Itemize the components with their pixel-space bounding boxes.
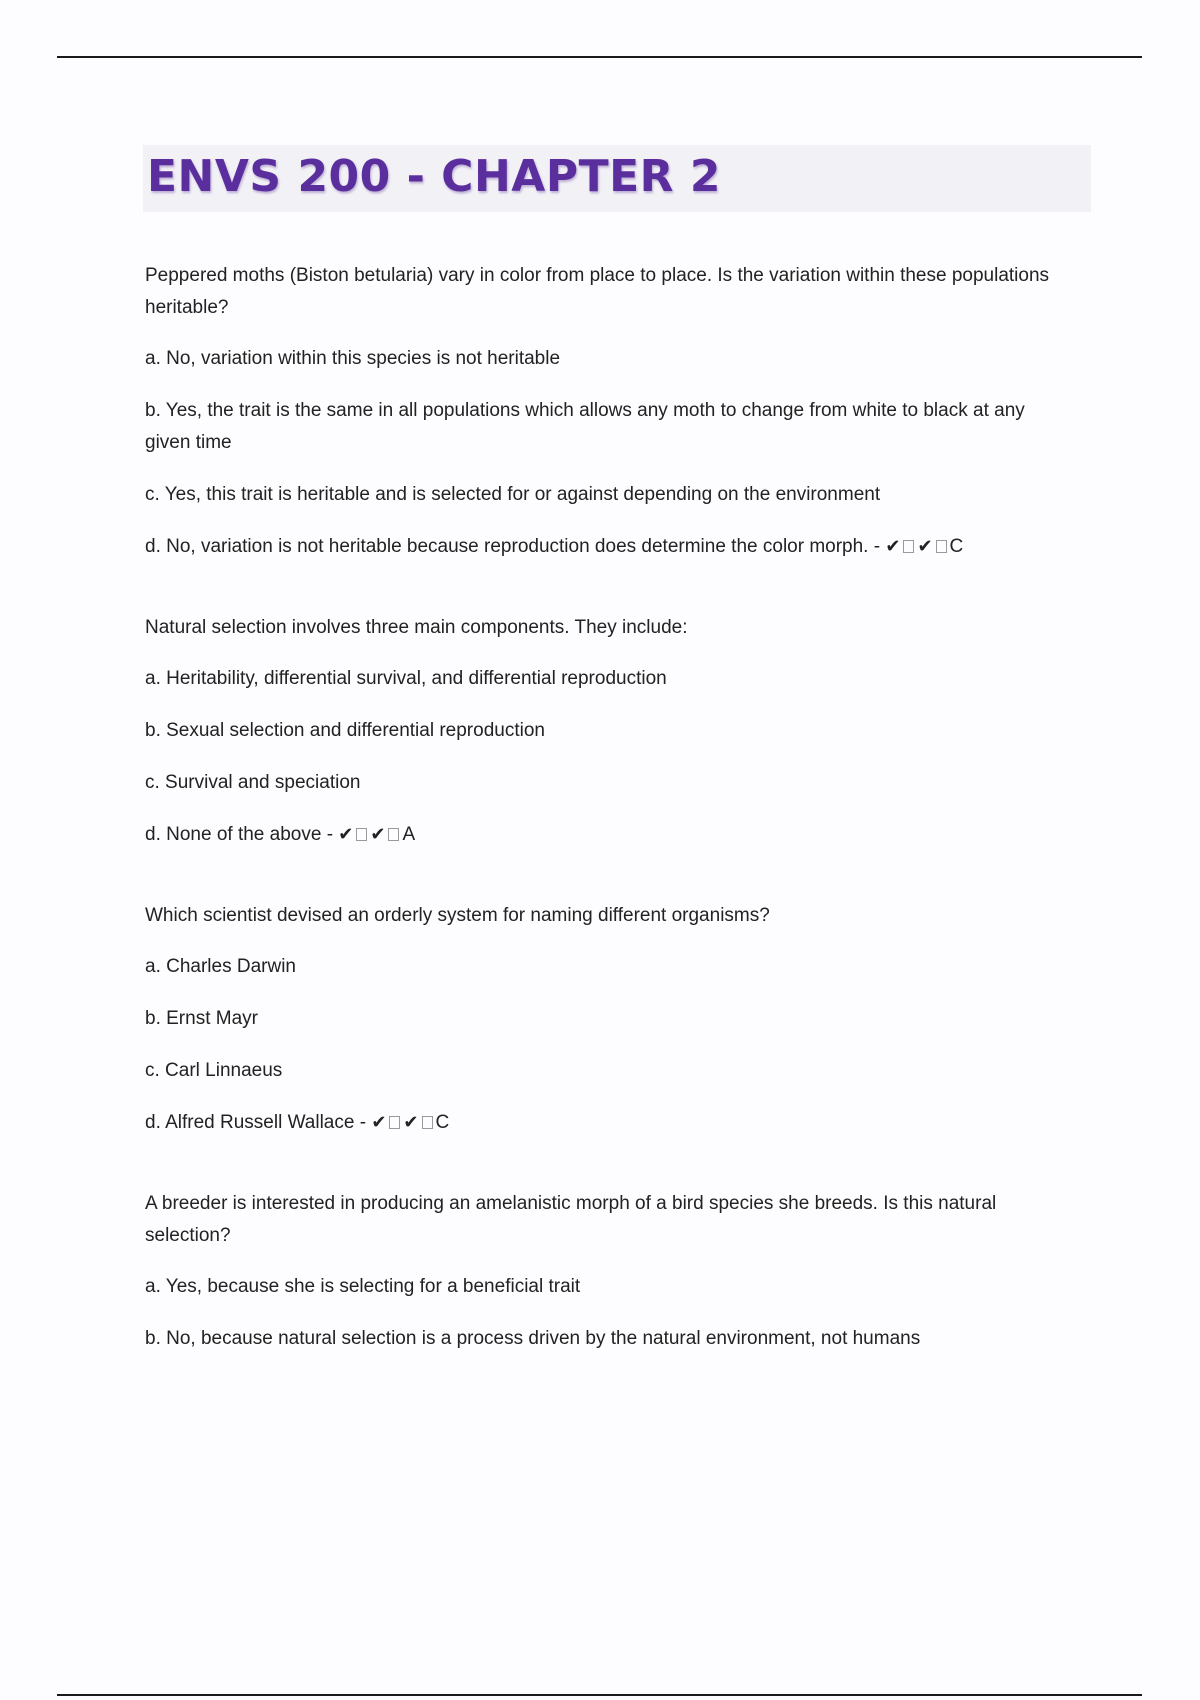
answer-option	[145, 951, 1075, 983]
option-text: a. Charles Darwin	[145, 956, 296, 977]
check-icon: ✔	[403, 1112, 419, 1133]
answer-letter: A	[402, 824, 416, 845]
question-block	[145, 900, 1075, 1139]
question-block	[145, 1188, 1075, 1355]
question-list	[145, 260, 1075, 1404]
option-text: d. None of the above -	[145, 824, 334, 845]
option-text: c. Carl Linnaeus	[145, 1060, 283, 1081]
title-banner	[143, 145, 1091, 212]
question-text: A breeder is interested in producing an amelanistic morph of a bird species she breeds. Is this natural selection?	[145, 1193, 997, 1246]
answer-option	[145, 531, 1075, 563]
answer-option	[145, 1323, 1075, 1355]
box-icon	[388, 828, 399, 841]
question-text: Which scientist devised an orderly system for naming different organisms?	[145, 905, 770, 926]
bottom-rule	[57, 1694, 1142, 1696]
question-text: Peppered moths (Biston betularia) vary in color from place to place. Is the variation within these populations heritable?	[145, 265, 1050, 318]
check-icon: ✔	[338, 824, 354, 845]
answer-option	[145, 1271, 1075, 1303]
answer-option	[145, 1003, 1075, 1035]
check-icon: ✔	[371, 1112, 387, 1133]
answer-option	[145, 767, 1075, 799]
option-text: d. Alfred Russell Wallace -	[145, 1112, 367, 1133]
answer-option	[145, 1107, 1075, 1139]
option-text: b. Ernst Mayr	[145, 1008, 258, 1029]
answer-key	[338, 824, 415, 845]
answer-option	[145, 479, 1075, 511]
option-text: a. No, variation within this species is not heritable	[145, 348, 561, 369]
box-icon	[936, 540, 947, 553]
answer-letter: C	[435, 1112, 450, 1133]
question-block	[145, 260, 1075, 563]
answer-option	[145, 1055, 1075, 1087]
box-icon	[356, 828, 367, 841]
option-text: c. Yes, this trait is heritable and is selected for or against depending on the environment	[145, 484, 881, 505]
check-icon: ✔	[917, 536, 933, 557]
answer-option	[145, 819, 1075, 851]
answer-option	[145, 343, 1075, 375]
answer-option	[145, 715, 1075, 747]
box-icon	[903, 540, 914, 553]
question-block	[145, 612, 1075, 851]
option-text: b. No, because natural selection is a process driven by the natural environment, not humans	[145, 1328, 921, 1349]
answer-option	[145, 663, 1075, 695]
option-text: a. Heritability, differential survival, and differential reproduction	[145, 668, 667, 689]
check-icon: ✔	[885, 536, 901, 557]
question-text: Natural selection involves three main components. They include:	[145, 617, 688, 638]
answer-option	[145, 395, 1075, 459]
option-text: c. Survival and speciation	[145, 772, 361, 793]
answer-key	[885, 536, 963, 557]
option-text: b. Yes, the trait is the same in all populations which allows any moth to change from white to black at any given time	[145, 400, 1025, 453]
option-text: b. Sexual selection and differential reproduction	[145, 720, 545, 741]
check-icon: ✔	[370, 824, 386, 845]
box-icon	[389, 1116, 400, 1129]
answer-letter: C	[949, 536, 964, 557]
option-text: d. No, variation is not heritable because reproduction does determine the color morph. -	[145, 536, 881, 557]
document-title: ENVS 200 - CHAPTER 2	[147, 151, 721, 202]
box-icon	[422, 1116, 433, 1129]
top-rule	[57, 56, 1142, 58]
answer-key	[371, 1112, 449, 1133]
option-text: a. Yes, because she is selecting for a beneficial trait	[145, 1276, 581, 1297]
